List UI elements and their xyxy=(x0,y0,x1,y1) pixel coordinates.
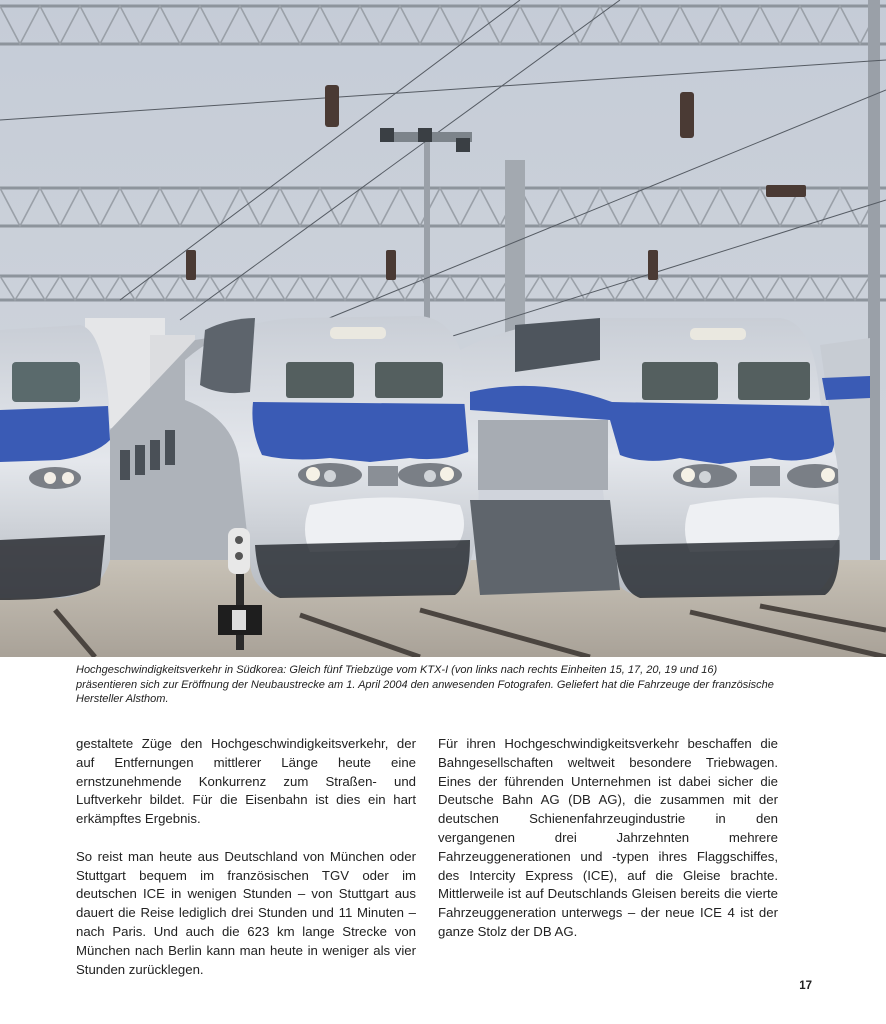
paragraph: Für ihren Hochgeschwindigkeitsverkehr beschaffen die Bahngesellschaften weltweit besondere Triebwagen. Eines der führenden Unternehmen ist dabei sicher die Deutsche Bahn AG (DB AG), die zusammen mit der deutschen Schienenfahrzeugindustrie in den vergangenen drei Jahrzehnten mehrere Fahrzeuggenerationen und -typen ihres Flaggschiffes, des Intercity Express (ICE), auf die Gleise brachte. Mittlerweile ist auf Deutschlands Gleisen bereits die vierte Fahrzeuggeneration unterwegs – der neue ICE 4 ist der ganze Stolz der DB AG. xyxy=(438,736,778,939)
page-number: 17 xyxy=(799,980,812,992)
paragraph: So reist man heute aus Deutschland von München oder Stuttgart bequem im französischen TGV oder im deutschen ICE in wenigen Stunden – von Stuttgart aus dauert die Reise lediglich drei Stunden und 11 Minuten – nach Paris. Und auch die 623 km lange Strecke von München nach Berlin kann man heute in weniger als vier Stunden zurücklegen. xyxy=(76,848,416,977)
paragraph: gestaltete Züge den Hochgeschwindigkeitsverkehr, der auf Entfernungen mittlerer Länge heute eine ernstzunehmende Konkurrenz zum Straßen- und Luftverkehr bildet. Für die Eisenbahn ist dies ein hart erkämpftes Ergebnis. xyxy=(76,736,416,827)
text-column-left xyxy=(76,735,416,998)
text-column-right xyxy=(438,735,778,961)
photo-caption: Hochgeschwindigkeitsverkehr in Südkorea: Gleich fünf Triebzüge vom KTX-I (von links nach rechts Einheiten 15, 17, 20, 19 und 16) präsentieren sich zur Eröffnung der Neubaustrecke am 1. April 2004 den anwesenden Fotografen. Geliefert hat die Fahrzeuge der französische Hersteller Alsthom. xyxy=(76,664,774,705)
